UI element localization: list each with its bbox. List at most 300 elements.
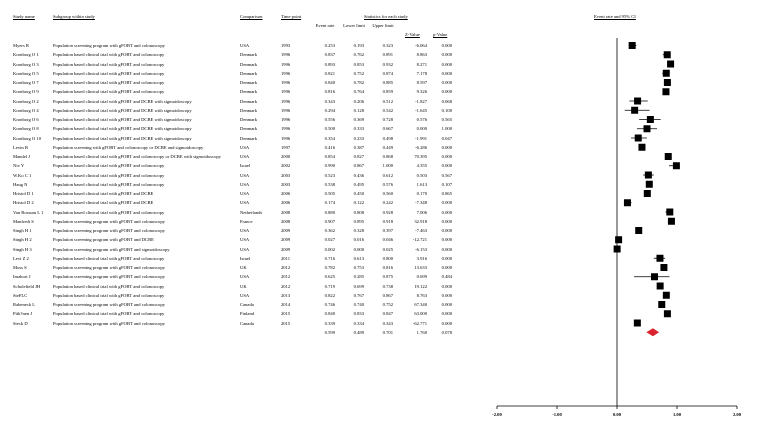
effect-marker bbox=[644, 190, 651, 197]
time-point-cell: 2009 bbox=[281, 228, 291, 233]
p-value-cell: 0.000 bbox=[441, 228, 452, 233]
subgroup-cell: Population based clinical trial with gFOBT and colonoscopy bbox=[53, 181, 165, 187]
lower-limit-cell: 0.193 bbox=[353, 43, 364, 48]
effect-marker bbox=[629, 42, 636, 49]
effect-marker bbox=[664, 79, 671, 86]
z-value-cell: 0.170 bbox=[416, 191, 427, 196]
comparison-cell: USA bbox=[240, 292, 250, 298]
lower-limit-cell: 0.808 bbox=[353, 209, 364, 215]
z-value-cell: 8.763 bbox=[416, 292, 427, 298]
subgroup-cell: Population based clinical trial with gFOBT and DCBE bbox=[53, 191, 154, 196]
lower-limit-cell: 0.206 bbox=[353, 98, 364, 104]
time-point-cell: 1996 bbox=[281, 117, 291, 122]
study-name-cell: Kronborg O 4 bbox=[13, 107, 39, 113]
lower-limit-cell: 0.764 bbox=[353, 89, 364, 95]
header-statistics-group: Statistics for each study bbox=[364, 14, 408, 19]
z-value-cell: -12.721 bbox=[412, 237, 427, 243]
z-value-cell: 70.395 bbox=[414, 154, 427, 159]
z-value-cell: 13.633 bbox=[414, 265, 427, 270]
lower-limit-cell: 0.333 bbox=[353, 126, 364, 132]
p-value-cell: 0.000 bbox=[441, 61, 452, 67]
event-rate-cell: 0.002 bbox=[324, 246, 335, 252]
effect-marker bbox=[624, 199, 631, 206]
p-value-cell: 0.000 bbox=[441, 237, 452, 243]
summary-lower-cell: 0.489 bbox=[353, 329, 364, 335]
comparison-cell: USA bbox=[240, 154, 250, 159]
time-point-cell: 2008 bbox=[281, 218, 291, 224]
comparison-cell: Denmark bbox=[240, 80, 258, 85]
upper-limit-cell: 0.025 bbox=[382, 246, 393, 252]
subgroup-cell: Population based clinical trial with gFOBT and colonoscopy bbox=[53, 292, 165, 298]
lower-limit-cell: 0.895 bbox=[353, 218, 364, 224]
effect-marker bbox=[634, 98, 641, 105]
subgroup-cell: Population based clinical trial with gFOBT and colonoscopy bbox=[53, 311, 165, 317]
comparison-cell: Denmark bbox=[240, 61, 258, 67]
lower-limit-cell: 0.369 bbox=[353, 117, 364, 122]
event-rate-cell: 0.538 bbox=[324, 181, 335, 187]
event-rate-cell: 0.339 bbox=[324, 320, 335, 326]
time-point-cell: 2013 bbox=[281, 292, 291, 298]
lower-limit-cell: 0.450 bbox=[353, 191, 364, 196]
z-value-cell: 0.000 bbox=[416, 126, 427, 132]
event-rate-cell: 0.990 bbox=[324, 163, 335, 169]
upper-limit-cell: 0.542 bbox=[382, 107, 393, 113]
upper-limit-cell: 0.728 bbox=[382, 117, 393, 122]
upper-limit-cell: 0.800 bbox=[382, 255, 393, 261]
time-point-cell: 2015 bbox=[281, 320, 291, 326]
header-plot-title: Event rate and 95% CI bbox=[594, 14, 636, 19]
time-point-cell: 2012 bbox=[281, 265, 291, 270]
event-rate-cell: 0.821 bbox=[324, 70, 335, 76]
subgroup-cell: Population based clinical trial with gFOBT and colonoscopy bbox=[53, 209, 165, 215]
lower-limit-cell: 0.752 bbox=[353, 70, 364, 76]
p-value-cell: 0.100 bbox=[441, 107, 452, 113]
effect-marker bbox=[666, 209, 673, 216]
event-rate-cell: 0.362 bbox=[324, 228, 335, 233]
lower-limit-cell: 0.285 bbox=[353, 274, 364, 280]
subgroup-cell: Population based clinical trial with gFOBT and colonoscopy bbox=[53, 70, 165, 76]
event-rate-cell: 0.840 bbox=[324, 311, 335, 317]
time-point-cell: 2009 bbox=[281, 237, 291, 243]
time-point-cell: 2009 bbox=[281, 246, 291, 252]
z-value-cell: 8.597 bbox=[416, 80, 427, 85]
comparison-cell: USA bbox=[240, 237, 250, 243]
effect-marker bbox=[635, 227, 642, 234]
p-value-cell: 0.000 bbox=[441, 80, 452, 85]
z-value-cell: -1.645 bbox=[415, 107, 427, 113]
p-value-cell: 0.068 bbox=[441, 98, 452, 104]
p-value-cell: 0.047 bbox=[441, 135, 452, 141]
p-value-cell: 0.000 bbox=[441, 144, 452, 150]
upper-limit-cell: 0.498 bbox=[382, 135, 393, 141]
time-point-cell: 2003 bbox=[281, 181, 291, 187]
p-value-cell: 0.000 bbox=[441, 200, 452, 206]
subgroup-cell: Population screening program with gFOBT and colonoscopy bbox=[53, 274, 165, 280]
effect-marker bbox=[660, 264, 667, 271]
study-name-cell: Mandel J bbox=[13, 154, 30, 159]
z-value-cell: 7.006 bbox=[416, 209, 427, 215]
comparison-cell: USA bbox=[240, 200, 250, 206]
effect-marker bbox=[635, 135, 642, 142]
effect-marker bbox=[634, 320, 641, 327]
lower-limit-cell: 0.016 bbox=[353, 237, 364, 243]
event-rate-cell: 0.837 bbox=[324, 52, 335, 58]
event-rate-cell: 0.556 bbox=[324, 117, 335, 122]
p-value-cell: 0.000 bbox=[441, 70, 452, 76]
study-name-cell: Rabeneck L bbox=[13, 302, 36, 307]
x-tick-label: 2.00 bbox=[732, 412, 742, 417]
upper-limit-cell: 0.576 bbox=[382, 181, 393, 187]
summary-diamond bbox=[646, 328, 659, 336]
comparison-cell: Denmark bbox=[240, 117, 258, 122]
upper-limit-cell: 0.752 bbox=[382, 302, 393, 307]
header-time-point: Time point bbox=[281, 14, 302, 19]
study-name-cell: Imahori J bbox=[13, 274, 31, 280]
effect-marker bbox=[664, 51, 671, 58]
header-p-value: p-Value bbox=[433, 32, 448, 37]
subgroup-cell: Population screening program with gFOBT and DCBE bbox=[53, 237, 154, 243]
study-name-cell: Haug N bbox=[13, 181, 28, 187]
effect-marker bbox=[663, 292, 670, 299]
event-rate-cell: 0.343 bbox=[324, 98, 335, 104]
time-point-cell: 2000 bbox=[281, 154, 291, 159]
lower-limit-cell: 0.833 bbox=[353, 311, 364, 317]
study-name-cell: Hristol D 1 bbox=[13, 191, 34, 196]
comparison-cell: Denmark bbox=[240, 89, 258, 95]
lower-limit-cell: 0.436 bbox=[353, 172, 364, 178]
p-value-cell: 0.000 bbox=[441, 89, 452, 95]
lower-limit-cell: 0.753 bbox=[353, 265, 364, 270]
upper-limit-cell: 0.738 bbox=[382, 283, 393, 289]
upper-limit-cell: 0.874 bbox=[382, 70, 393, 76]
study-name-cell: Kronborg O 10 bbox=[13, 135, 41, 141]
z-value-cell: 3.916 bbox=[416, 255, 427, 261]
p-value-cell: 0.484 bbox=[441, 274, 452, 280]
event-rate-cell: 0.782 bbox=[324, 265, 335, 270]
comparison-cell: Denmark bbox=[240, 52, 258, 58]
time-point-cell: 1996 bbox=[281, 135, 291, 141]
study-name-cell: W.Ko C 1 bbox=[13, 172, 32, 178]
time-point-cell: 2006 bbox=[281, 191, 291, 196]
upper-limit-cell: 0.343 bbox=[382, 320, 393, 326]
subgroup-cell: Population based clinical trial with gFOBT and colonoscopy bbox=[53, 172, 165, 178]
lower-limit-cell: 0.867 bbox=[353, 163, 364, 169]
event-rate-cell: 0.822 bbox=[324, 292, 335, 298]
upper-limit-cell: 0.560 bbox=[382, 191, 393, 196]
effect-marker bbox=[615, 236, 622, 243]
comparison-cell: USA bbox=[240, 274, 250, 280]
header-subgroup: Subgroup within study bbox=[53, 14, 95, 19]
p-value-cell: 0.000 bbox=[441, 302, 452, 307]
subgroup-cell: Population based clinical trial with gFOBT and colonoscopy or DCBE with sigmoidoscopy bbox=[53, 154, 221, 159]
study-name-cell: Levi Z 2 bbox=[13, 255, 29, 261]
subgroup-cell: Population screening program with gFOBT and colonoscopy bbox=[53, 43, 165, 48]
z-value-cell: 32.918 bbox=[414, 218, 427, 224]
time-point-cell: 1996 bbox=[281, 89, 291, 95]
lower-limit-cell: 0.233 bbox=[353, 135, 364, 141]
header-event-rate: Event rate bbox=[315, 23, 335, 28]
lower-limit-cell: 0.328 bbox=[353, 228, 364, 233]
effect-marker bbox=[645, 172, 652, 179]
subgroup-cell: Population based clinical trial with gFOBT and DCBE with sigmoidoscopy bbox=[53, 107, 192, 113]
p-value-cell: 1.000 bbox=[441, 126, 452, 132]
summary-upper-cell: 0.701 bbox=[382, 329, 393, 335]
lower-limit-cell: 0.387 bbox=[353, 144, 364, 150]
comparison-cell: Netherlands bbox=[240, 209, 263, 215]
comparison-cell: Canada bbox=[240, 302, 254, 307]
time-point-cell: 2015 bbox=[281, 311, 291, 317]
time-point-cell: 2002 bbox=[281, 163, 291, 169]
study-name-cell: Niv Y bbox=[13, 163, 25, 169]
study-name-cell: Kronborg O 6 bbox=[13, 117, 39, 122]
p-value-cell: 0.000 bbox=[441, 265, 452, 270]
effect-marker bbox=[656, 255, 663, 262]
comparison-cell: Denmark bbox=[240, 98, 258, 104]
subgroup-cell: Population screening program with gFOBT and colonoscopy bbox=[53, 218, 165, 224]
upper-limit-cell: 0.859 bbox=[382, 89, 393, 95]
effect-marker bbox=[657, 283, 664, 290]
effect-marker bbox=[638, 144, 645, 151]
event-rate-cell: 0.523 bbox=[324, 172, 335, 178]
lower-limit-cell: 0.613 bbox=[353, 255, 364, 261]
subgroup-cell: Population based clinical trial with gFOBT and DCBE with sigmoidoscopy bbox=[53, 117, 192, 122]
comparison-cell: UK bbox=[240, 283, 247, 289]
upper-limit-cell: 0.847 bbox=[382, 311, 393, 317]
p-value-cell: 0.000 bbox=[441, 283, 452, 289]
comparison-cell: USA bbox=[240, 43, 250, 48]
p-value-cell: 0.000 bbox=[441, 154, 452, 159]
p-value-cell: 0.565 bbox=[441, 117, 452, 122]
subgroup-cell: Population screening program with gFOBT and colonoscopy bbox=[53, 265, 165, 270]
comparison-cell: Denmark bbox=[240, 107, 258, 113]
event-rate-cell: 0.625 bbox=[324, 274, 335, 280]
effect-marker bbox=[644, 125, 651, 132]
study-name-cell: Kronborg O 9 bbox=[13, 89, 39, 95]
subgroup-cell: Population based clinical trial with gFOBT and colonoscopy bbox=[53, 255, 165, 261]
z-value-cell: -6.153 bbox=[415, 246, 427, 252]
p-value-cell: 0.000 bbox=[441, 52, 452, 58]
time-point-cell: 1996 bbox=[281, 107, 291, 113]
effect-marker bbox=[651, 273, 658, 280]
lower-limit-cell: 0.000 bbox=[353, 246, 364, 252]
z-value-cell: 7.178 bbox=[416, 70, 427, 76]
upper-limit-cell: 0.875 bbox=[382, 274, 393, 280]
subgroup-cell: Population based clinical trial with gFOBT and colonoscopy bbox=[53, 80, 165, 85]
time-point-cell: 1996 bbox=[281, 61, 291, 67]
p-value-cell: 0.567 bbox=[441, 172, 452, 178]
subgroup-cell: Population based clinical trial with gFOBT and DCBE with sigmoidoscopy bbox=[53, 98, 192, 104]
time-point-cell: 1996 bbox=[281, 70, 291, 76]
upper-limit-cell: 0.242 bbox=[382, 200, 393, 206]
subgroup-cell: Population based clinical trial with gFOBT and colonoscopy bbox=[53, 89, 165, 95]
z-value-cell: 19.122 bbox=[414, 283, 427, 289]
z-value-cell: -6.286 bbox=[415, 144, 427, 150]
time-point-cell: 2014 bbox=[281, 302, 291, 307]
study-name-cell: Singh H 2 bbox=[13, 237, 32, 243]
z-value-cell: 8.863 bbox=[416, 52, 427, 58]
effect-marker bbox=[663, 70, 670, 77]
study-name-cell: Moss S bbox=[13, 265, 27, 270]
event-rate-cell: 0.027 bbox=[324, 237, 335, 243]
event-rate-cell: 0.840 bbox=[324, 80, 335, 85]
upper-limit-cell: 0.046 bbox=[382, 237, 393, 243]
time-point-cell: 1996 bbox=[281, 98, 291, 104]
upper-limit-cell: 0.932 bbox=[382, 61, 393, 67]
study-name-cell: Myers R bbox=[13, 43, 29, 48]
effect-marker bbox=[646, 181, 653, 188]
upper-limit-cell: 0.868 bbox=[382, 154, 393, 159]
upper-limit-cell: 0.612 bbox=[382, 172, 393, 178]
z-value-cell: -6.064 bbox=[415, 43, 427, 48]
comparison-cell: Denmark bbox=[240, 135, 258, 141]
study-name-cell: Levin B bbox=[13, 144, 28, 150]
header-lower-limit: Lower limit bbox=[343, 23, 365, 28]
time-point-cell: 2012 bbox=[281, 283, 291, 289]
x-tick-label: -1.00 bbox=[552, 412, 562, 417]
study-name-cell: SteFLC bbox=[13, 292, 28, 298]
header-upper-limit: Upper limit bbox=[372, 23, 394, 28]
comparison-cell: France bbox=[240, 218, 253, 224]
study-name-cell: Kronborg O 2 bbox=[13, 98, 39, 104]
study-name-cell: Kronborg O 7 bbox=[13, 80, 39, 85]
study-name-cell: Manfredi S bbox=[13, 218, 34, 224]
study-name-cell: Kronborg O 3 bbox=[13, 61, 39, 67]
event-rate-cell: 0.854 bbox=[324, 154, 335, 159]
study-name-cell: Kronborg O 1 bbox=[13, 52, 39, 58]
comparison-cell: USA bbox=[240, 246, 250, 252]
z-value-cell: -7.348 bbox=[415, 200, 427, 206]
subgroup-cell: Population based clinical trial with gFOBT and DCBE with sigmoidoscopy bbox=[53, 126, 192, 132]
p-value-cell: 0.000 bbox=[441, 246, 452, 252]
p-value-cell: 0.000 bbox=[441, 218, 452, 224]
upper-limit-cell: 0.816 bbox=[382, 265, 393, 270]
time-point-cell: 2012 bbox=[281, 274, 291, 280]
study-name-cell: Kronborg O 5 bbox=[13, 70, 39, 76]
p-value-cell: 0.865 bbox=[441, 191, 452, 196]
comparison-cell: USA bbox=[240, 172, 250, 178]
subgroup-cell: Population based clinical trial with gFOBT and DCBE with sigmoidoscopy bbox=[53, 135, 192, 141]
lower-limit-cell: 0.334 bbox=[353, 320, 364, 326]
study-name-cell: Steck D bbox=[13, 320, 28, 326]
lower-limit-cell: 0.699 bbox=[353, 283, 364, 289]
comparison-cell: USA bbox=[240, 191, 250, 196]
summary-z-cell: 1.760 bbox=[416, 329, 427, 335]
event-rate-cell: 0.294 bbox=[324, 107, 335, 113]
z-value-cell: -7.463 bbox=[415, 228, 427, 233]
z-value-cell: 67.340 bbox=[414, 302, 427, 307]
upper-limit-cell: 1.000 bbox=[382, 163, 393, 169]
subgroup-cell: Population based clinical trial with gFOBT and colonoscopy bbox=[53, 52, 165, 58]
p-value-cell: 0.000 bbox=[441, 320, 452, 326]
effect-marker bbox=[673, 162, 680, 169]
lower-limit-cell: 0.767 bbox=[353, 292, 364, 298]
lower-limit-cell: 0.122 bbox=[353, 200, 364, 206]
subgroup-cell: Population based clinical trial with gFOBT and colonoscopy bbox=[53, 163, 165, 169]
time-point-cell: 2008 bbox=[281, 209, 291, 215]
event-rate-cell: 0.416 bbox=[324, 144, 335, 150]
subgroup-cell: Population screening program with gFOBT and colonoscopy bbox=[53, 302, 165, 307]
p-value-cell: 0.000 bbox=[441, 163, 452, 169]
p-value-cell: 0.000 bbox=[441, 43, 452, 48]
study-name-cell: Hristol D 2 bbox=[13, 200, 34, 206]
event-rate-cell: 0.719 bbox=[324, 283, 335, 289]
comparison-cell: Denmark bbox=[240, 126, 258, 132]
x-tick-label: 0.00 bbox=[612, 412, 622, 417]
event-rate-cell: 0.816 bbox=[324, 89, 335, 95]
event-rate-cell: 0.354 bbox=[324, 135, 335, 141]
upper-limit-cell: 0.891 bbox=[382, 52, 393, 58]
effect-marker bbox=[665, 153, 672, 160]
effect-marker bbox=[658, 301, 665, 308]
time-point-cell: 1996 bbox=[281, 80, 291, 85]
subgroup-cell: Population screening program with gFOBT and colonoscopy bbox=[53, 228, 165, 233]
study-name-cell: Singh H 3 bbox=[13, 246, 32, 252]
p-value-cell: 0.107 bbox=[441, 181, 452, 187]
effect-marker bbox=[647, 116, 654, 123]
subgroup-cell: Population based clinical trial with gFOBT and colonoscopy bbox=[53, 283, 165, 289]
upper-limit-cell: 0.885 bbox=[382, 80, 393, 85]
study-name-cell: Pitk?nen J bbox=[13, 311, 33, 317]
effect-marker bbox=[667, 61, 674, 68]
effect-marker bbox=[668, 218, 675, 225]
upper-limit-cell: 0.323 bbox=[382, 43, 393, 48]
time-point-cell: 1996 bbox=[281, 126, 291, 132]
header-z-value: Z-Value bbox=[405, 32, 420, 37]
upper-limit-cell: 0.867 bbox=[382, 292, 393, 298]
study-name-cell: Kronborg O 8 bbox=[13, 126, 39, 132]
lower-limit-cell: 0.782 bbox=[353, 80, 364, 85]
event-rate-cell: 0.893 bbox=[324, 61, 335, 67]
upper-limit-cell: 0.928 bbox=[382, 209, 393, 215]
effect-marker bbox=[664, 310, 671, 317]
comparison-cell: UK bbox=[240, 265, 247, 270]
z-value-cell: -1.991 bbox=[415, 135, 427, 141]
study-name-cell: Singh H 1 bbox=[13, 228, 32, 233]
z-value-cell: -1.827 bbox=[415, 98, 427, 104]
z-value-cell: 0.699 bbox=[416, 274, 427, 280]
subgroup-cell: Population screening program with gFOBT and colonoscopy bbox=[53, 320, 165, 326]
z-value-cell: 1.613 bbox=[416, 181, 427, 187]
lower-limit-cell: 0.495 bbox=[353, 181, 364, 187]
lower-limit-cell: 0.128 bbox=[353, 107, 364, 113]
z-value-cell: 9.326 bbox=[416, 89, 427, 95]
z-value-cell: -62.771 bbox=[412, 320, 427, 326]
p-value-cell: 0.000 bbox=[441, 209, 452, 215]
event-rate-cell: 0.907 bbox=[324, 218, 335, 224]
lower-limit-cell: 0.853 bbox=[353, 61, 364, 67]
subgroup-cell: Population screening with gFOBT and colonoscopy or DCBE and sigmoidoscopy bbox=[53, 144, 204, 150]
time-point-cell: 1997 bbox=[281, 144, 291, 150]
time-point-cell: 1996 bbox=[281, 52, 291, 58]
event-rate-cell: 0.880 bbox=[324, 209, 335, 215]
comparison-cell: Canada bbox=[240, 320, 254, 326]
event-rate-cell: 0.174 bbox=[324, 200, 335, 206]
header-study-name: Study name bbox=[13, 14, 35, 19]
event-rate-cell: 0.716 bbox=[324, 255, 335, 261]
study-name-cell: Scholefield JH bbox=[13, 283, 41, 289]
comparison-cell: USA bbox=[240, 144, 250, 150]
z-value-cell: 63.000 bbox=[414, 311, 427, 317]
comparison-cell: Finland bbox=[240, 311, 255, 317]
time-point-cell: 2003 bbox=[281, 172, 291, 178]
z-value-cell: 4.355 bbox=[416, 163, 427, 169]
p-value-cell: 0.000 bbox=[441, 311, 452, 317]
effect-marker bbox=[662, 88, 669, 95]
upper-limit-cell: 0.449 bbox=[382, 144, 393, 150]
time-point-cell: 2011 bbox=[281, 255, 291, 261]
summary-p-cell: 0.078 bbox=[441, 329, 452, 335]
x-tick-label: 1.00 bbox=[672, 412, 682, 417]
